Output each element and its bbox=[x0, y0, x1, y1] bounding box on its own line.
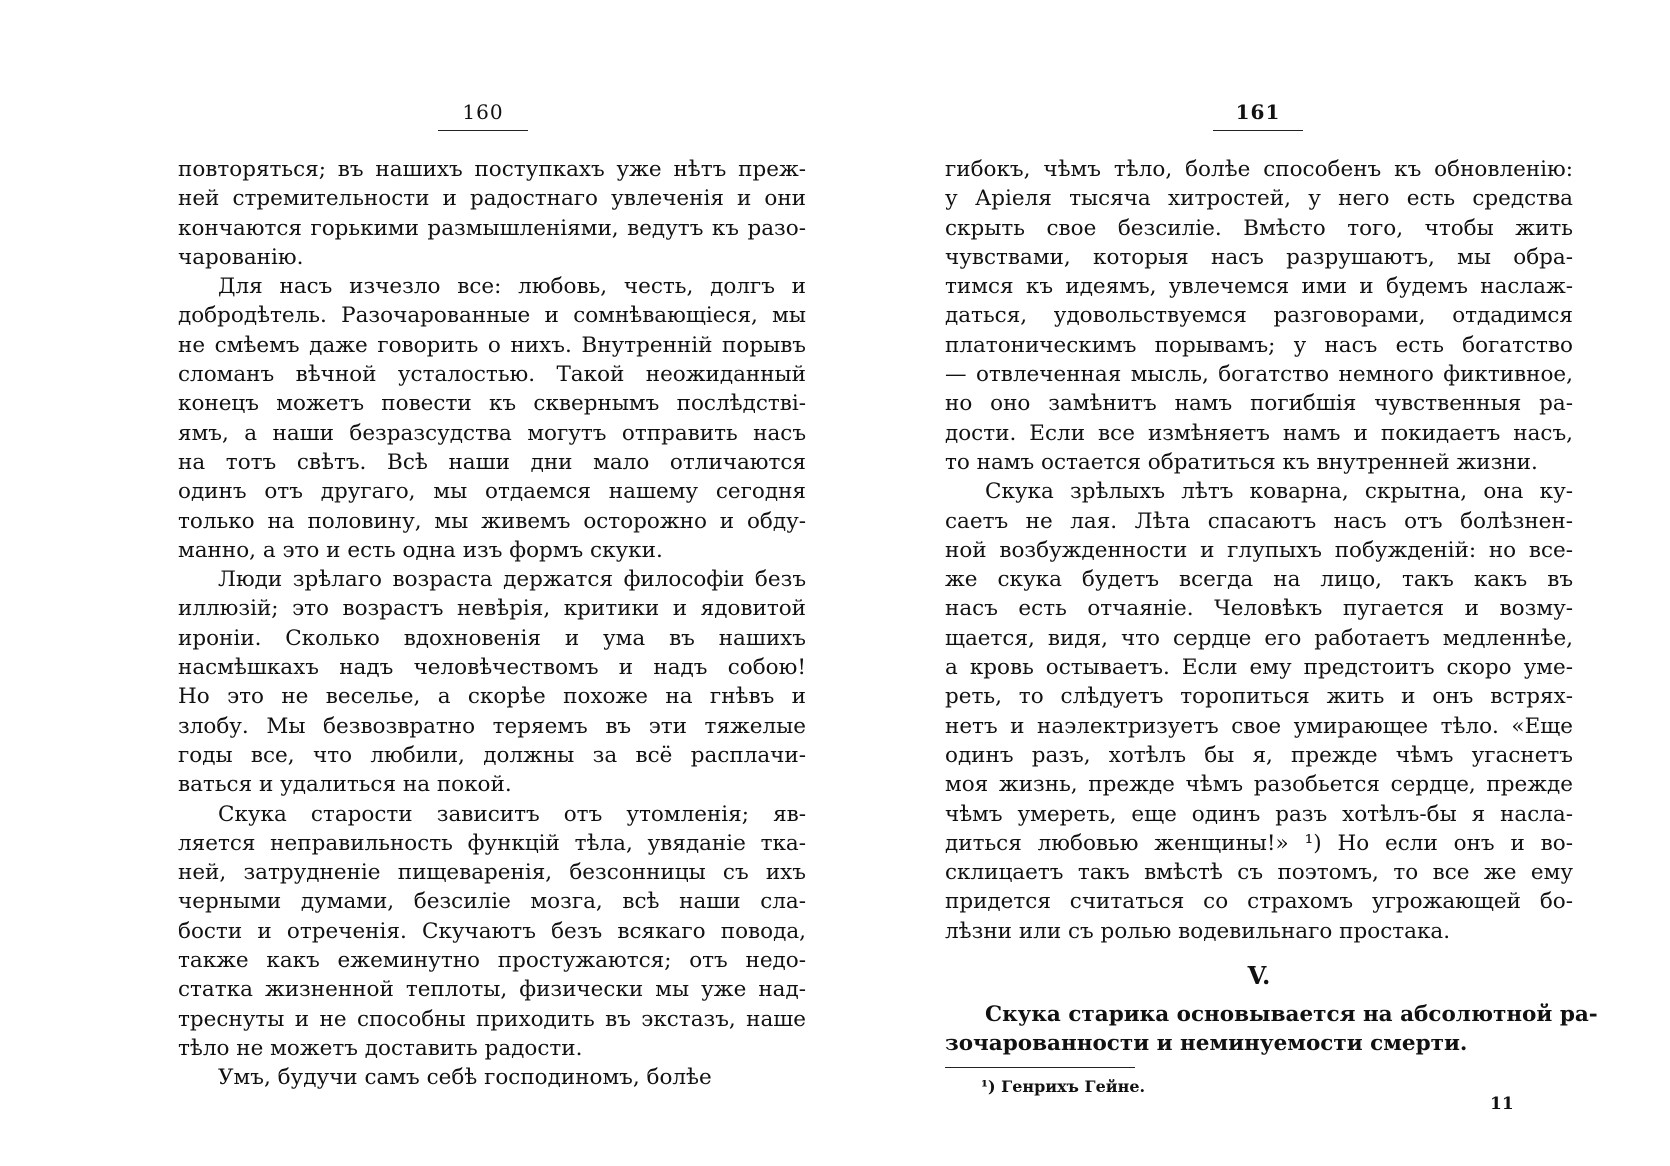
text-line: саетъ не лая. Лѣта спасаютъ насъ отъ болѣзнен- bbox=[945, 508, 1573, 534]
text-line: также какъ ежеминутно простужаются; отъ недо- bbox=[178, 948, 806, 974]
text-line: ней стремительности и радостнаго увлеченія и они bbox=[178, 186, 806, 212]
text-line: ной возбужденности и глупыхъ побужденій: но все- bbox=[945, 537, 1573, 563]
page-number-rule bbox=[1213, 130, 1303, 131]
text-line: Скука зрѣлыхъ лѣтъ коварна, скрытна, она ку- bbox=[985, 479, 1573, 505]
text-line: щается, видя, что сердце его работаетъ медленнѣе, bbox=[945, 625, 1573, 651]
text-line: платоническимъ порывамъ; у насъ есть богатство bbox=[945, 332, 1573, 358]
text-line: даться, удовольствуемся разговорами, отдадимся bbox=[945, 303, 1573, 329]
text-line: кончаются горькими размышленіями, ведутъ къ разо- bbox=[178, 215, 806, 241]
page-number: 160 bbox=[462, 100, 504, 124]
text-line: скрыть свое безсиліе. Вмѣсто того, чтобы жить bbox=[945, 215, 1573, 241]
footnote: ¹) Генрихъ Гейне. bbox=[981, 1076, 1146, 1096]
text-line: одинъ разъ, хотѣлъ бы я, прежде чѣмъ угаснетъ bbox=[945, 742, 1573, 768]
text-line: чѣмъ умереть, еще одинъ разъ хотѣлъ-бы я насла- bbox=[945, 801, 1573, 827]
page-number: 161 bbox=[1235, 100, 1281, 124]
text-line: ироніи. Сколько вдохновенія и ума въ нашихъ bbox=[178, 625, 806, 651]
right-page-text bbox=[945, 155, 1598, 1100]
text-line: ваться и удалиться на покой. bbox=[178, 772, 512, 798]
text-line: только на половину, мы живемъ осторожно и обду- bbox=[178, 508, 806, 534]
text-line: чувствами, которыя насъ разрушаютъ, мы обра- bbox=[945, 244, 1573, 270]
text-line: Умъ, будучи самъ себѣ господиномъ, болѣе bbox=[218, 1065, 712, 1091]
text-line: конецъ можетъ повести къ сквернымъ послѣдстві- bbox=[178, 391, 806, 417]
text-line: ляется неправильность функцій тѣла, увяданіе тка- bbox=[178, 830, 806, 856]
text-line: нетъ и наэлектризуетъ свое умирающее тѣло. «Еще bbox=[945, 713, 1573, 739]
section-text-line: зочарованности и неминуемости смерти. bbox=[945, 1031, 1468, 1057]
text-line: диться любовью женщины!» ¹) Но если онъ и во- bbox=[945, 830, 1573, 856]
text-line: ямъ, а наши безразсудства могутъ отправить насъ bbox=[178, 420, 806, 446]
signature-mark: 11 bbox=[1490, 1094, 1514, 1114]
text-line: моя жизнь, прежде чѣмъ разобьется сердце, прежде bbox=[945, 772, 1573, 798]
text-line: у Аріеля тысяча хитростей, у него есть средства bbox=[945, 186, 1573, 212]
text-line: — отвлеченная мысль, богатство немного фиктивное, bbox=[945, 362, 1573, 388]
text-line: Скука старости зависитъ отъ утомленія; яв- bbox=[218, 801, 806, 827]
text-line: на тотъ свѣтъ. Всѣ наши дни мало отличаются bbox=[178, 449, 806, 475]
text-line: Но это не веселье, а скорѣе похоже на гнѣвъ и bbox=[178, 684, 806, 710]
text-line: иллюзій; это возрастъ невѣрія, критики и ядовитой bbox=[178, 596, 806, 622]
section-text-line: Скука старика основывается на абсолютной ра- bbox=[985, 1002, 1598, 1028]
text-line: одинъ отъ другаго, мы отдаемся нашему сегодня bbox=[178, 479, 806, 505]
text-line: реть, то слѣдуетъ торопиться жить и онъ встрях- bbox=[945, 684, 1573, 710]
text-line: чарованію. bbox=[178, 244, 304, 270]
footnote-rule bbox=[945, 1067, 1135, 1068]
text-line: тѣло не можетъ доставить радости. bbox=[178, 1035, 583, 1061]
text-line: склицаетъ такъ вмѣстѣ съ поэтомъ, то все же ему bbox=[945, 860, 1573, 886]
text-line: лѣзни или съ ролью водевильнаго простака. bbox=[945, 918, 1451, 944]
text-line: придется считаться со страхомъ угрожающей бо- bbox=[945, 889, 1573, 915]
text-line: не смѣемъ даже говорить о нихъ. Внутренній порывъ bbox=[178, 332, 806, 358]
text-line: насмѣшкахъ надъ человѣчествомъ и надъ собою! bbox=[178, 655, 806, 681]
text-line: повторяться; въ нашихъ поступкахъ уже нѣтъ преж- bbox=[178, 157, 806, 182]
text-line: Для насъ изчезло все: любовь, честь, долгъ и bbox=[218, 274, 806, 300]
left-page-text bbox=[178, 155, 806, 1093]
text-line: ней, затрудненіе пищеваренія, безсонницы съ ихъ bbox=[178, 860, 806, 886]
text-line: но оно замѣнитъ намъ погибшія чувственныя ра- bbox=[945, 391, 1573, 417]
text-line: насъ есть отчаяніе. Человѣкъ пугается и возму- bbox=[945, 596, 1573, 622]
text-line: злобу. Мы безвозвратно теряемъ въ эти тяжелые bbox=[178, 713, 806, 739]
text-line: статка жизненной теплоты, физически мы уже над- bbox=[178, 977, 806, 1003]
text-line: добродѣтель. Разочарованные и сомнѣвающіеся, мы bbox=[178, 303, 806, 329]
text-line: манно, а это и есть одна изъ формъ скуки. bbox=[178, 537, 663, 563]
text-line: сломанъ вѣчной усталостью. Такой неожиданный bbox=[178, 362, 806, 388]
text-line: черными думами, безсиліе мозга, всѣ наши сла- bbox=[178, 889, 806, 915]
text-line: годы все, что любили, должны за всё расплачи- bbox=[178, 742, 806, 768]
text-line: бости и отреченія. Скучаютъ безъ всякаго повода, bbox=[178, 918, 806, 944]
text-line: треснуты и не способны приходить въ экстазъ, наше bbox=[178, 1006, 806, 1032]
text-line: дости. Если все измѣняетъ намъ и покидаетъ насъ, bbox=[945, 420, 1573, 446]
text-line: же скука будетъ всегда на лицо, такъ какъ въ bbox=[945, 567, 1573, 593]
text-line: тимся къ идеямъ, увлечемся ими и будемъ наслаж- bbox=[945, 274, 1573, 300]
page-number-rule bbox=[438, 130, 528, 131]
text-line: то намъ остается обратиться къ внутренней жизни. bbox=[945, 449, 1538, 475]
text-line: а кровь остываетъ. Если ему предстоитъ скоро умe- bbox=[945, 655, 1573, 681]
text-line: гибокъ, чѣмъ тѣло, болѣе способенъ къ обновленію: bbox=[945, 157, 1573, 182]
section-heading: V. bbox=[1247, 961, 1271, 991]
text-line: Люди зрѣлаго возраста держатся философіи безъ bbox=[218, 567, 806, 593]
